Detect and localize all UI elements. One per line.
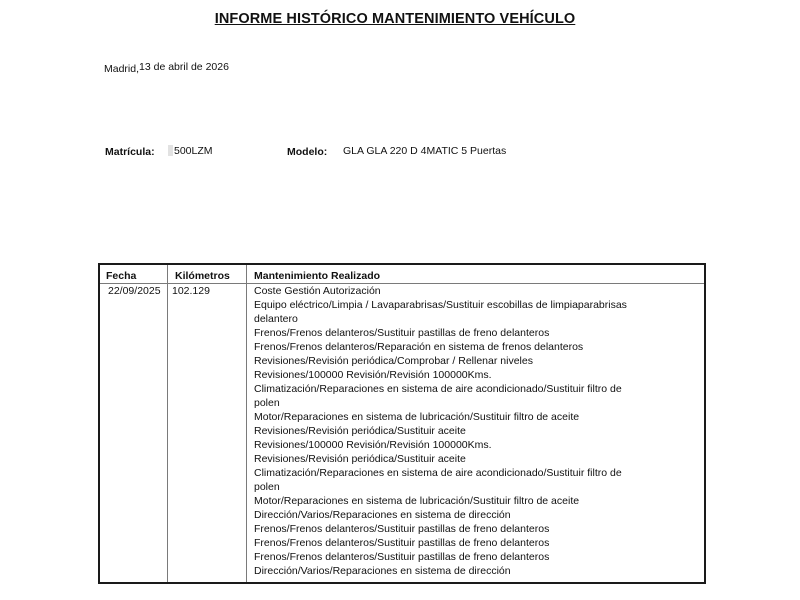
maintenance-line: Climatización/Reparaciones en sistema de aire acondicionado/Sustituir filtro de (254, 383, 622, 395)
maintenance-line: polen (254, 481, 280, 493)
column-divider (246, 265, 247, 582)
maintenance-line: Coste Gestión Autorización (254, 285, 381, 297)
maintenance-line: delantero (254, 313, 298, 325)
place: Madrid, (104, 63, 140, 75)
maintenance-line: Motor/Reparaciones en sistema de lubricación/Sustituir filtro de aceite (254, 495, 580, 507)
column-divider (167, 265, 168, 582)
row-km: 102.129 (172, 285, 210, 297)
maintenance-line: Dirección/Varios/Reparaciones en sistema de dirección (254, 565, 511, 577)
model-label: Modelo: (287, 146, 328, 158)
model-value: GLA GLA 220 D 4MATIC 5 Puertas (343, 145, 507, 157)
header-kilometros: Kilómetros (175, 270, 230, 282)
maintenance-table (98, 263, 706, 584)
maintenance-line: polen (254, 397, 280, 409)
maintenance-line: Climatización/Reparaciones en sistema de aire acondicionado/Sustituir filtro de (254, 467, 622, 479)
maintenance-line: Revisiones/Revisión periódica/Comprobar / Rellenar niveles (254, 355, 533, 367)
plate-value: 500LZM (174, 145, 213, 157)
maintenance-line: Frenos/Frenos delanteros/Sustituir pastillas de freno delanteros (254, 327, 550, 339)
maintenance-line: Frenos/Frenos delanteros/Sustituir pastillas de freno delanteros (254, 523, 550, 535)
header-fecha: Fecha (106, 270, 137, 282)
maintenance-line: Revisiones/100000 Revisión/Revisión 100000Kms. (254, 439, 492, 451)
maintenance-line: Revisiones/Revisión periódica/Sustituir aceite (254, 453, 466, 465)
report-title: INFORME HISTÓRICO MANTENIMIENTO VEHÍCULO (214, 11, 576, 27)
maintenance-line: Frenos/Frenos delanteros/Sustituir pastillas de freno delanteros (254, 551, 550, 563)
report-date: 13 de abril de 2026 (139, 61, 229, 73)
place-date (104, 61, 229, 73)
row-date: 22/09/2025 (108, 285, 161, 297)
header-mantenimiento: Mantenimiento Realizado (254, 270, 381, 282)
maintenance-line: Motor/Reparaciones en sistema de lubricación/Sustituir filtro de aceite (254, 411, 580, 423)
plate-label: Matrícula: (105, 146, 155, 158)
maintenance-line: Frenos/Frenos delanteros/Reparación en sistema de frenos delanteros (254, 341, 584, 353)
maintenance-line: Revisiones/Revisión periódica/Sustituir aceite (254, 425, 466, 437)
maintenance-line: Frenos/Frenos delanteros/Sustituir pastillas de freno delanteros (254, 537, 550, 549)
plate-value-wrap (168, 145, 213, 157)
maintenance-line: Dirección/Varios/Reparaciones en sistema de dirección (254, 509, 511, 521)
redaction-mask (168, 145, 173, 156)
maintenance-line: Equipo eléctrico/Limpia / Lavaparabrisas/Sustituir escobillas de limpiaparabrisas (254, 299, 627, 311)
maintenance-line: Revisiones/100000 Revisión/Revisión 100000Kms. (254, 369, 492, 381)
maintenance-list (254, 284, 694, 578)
